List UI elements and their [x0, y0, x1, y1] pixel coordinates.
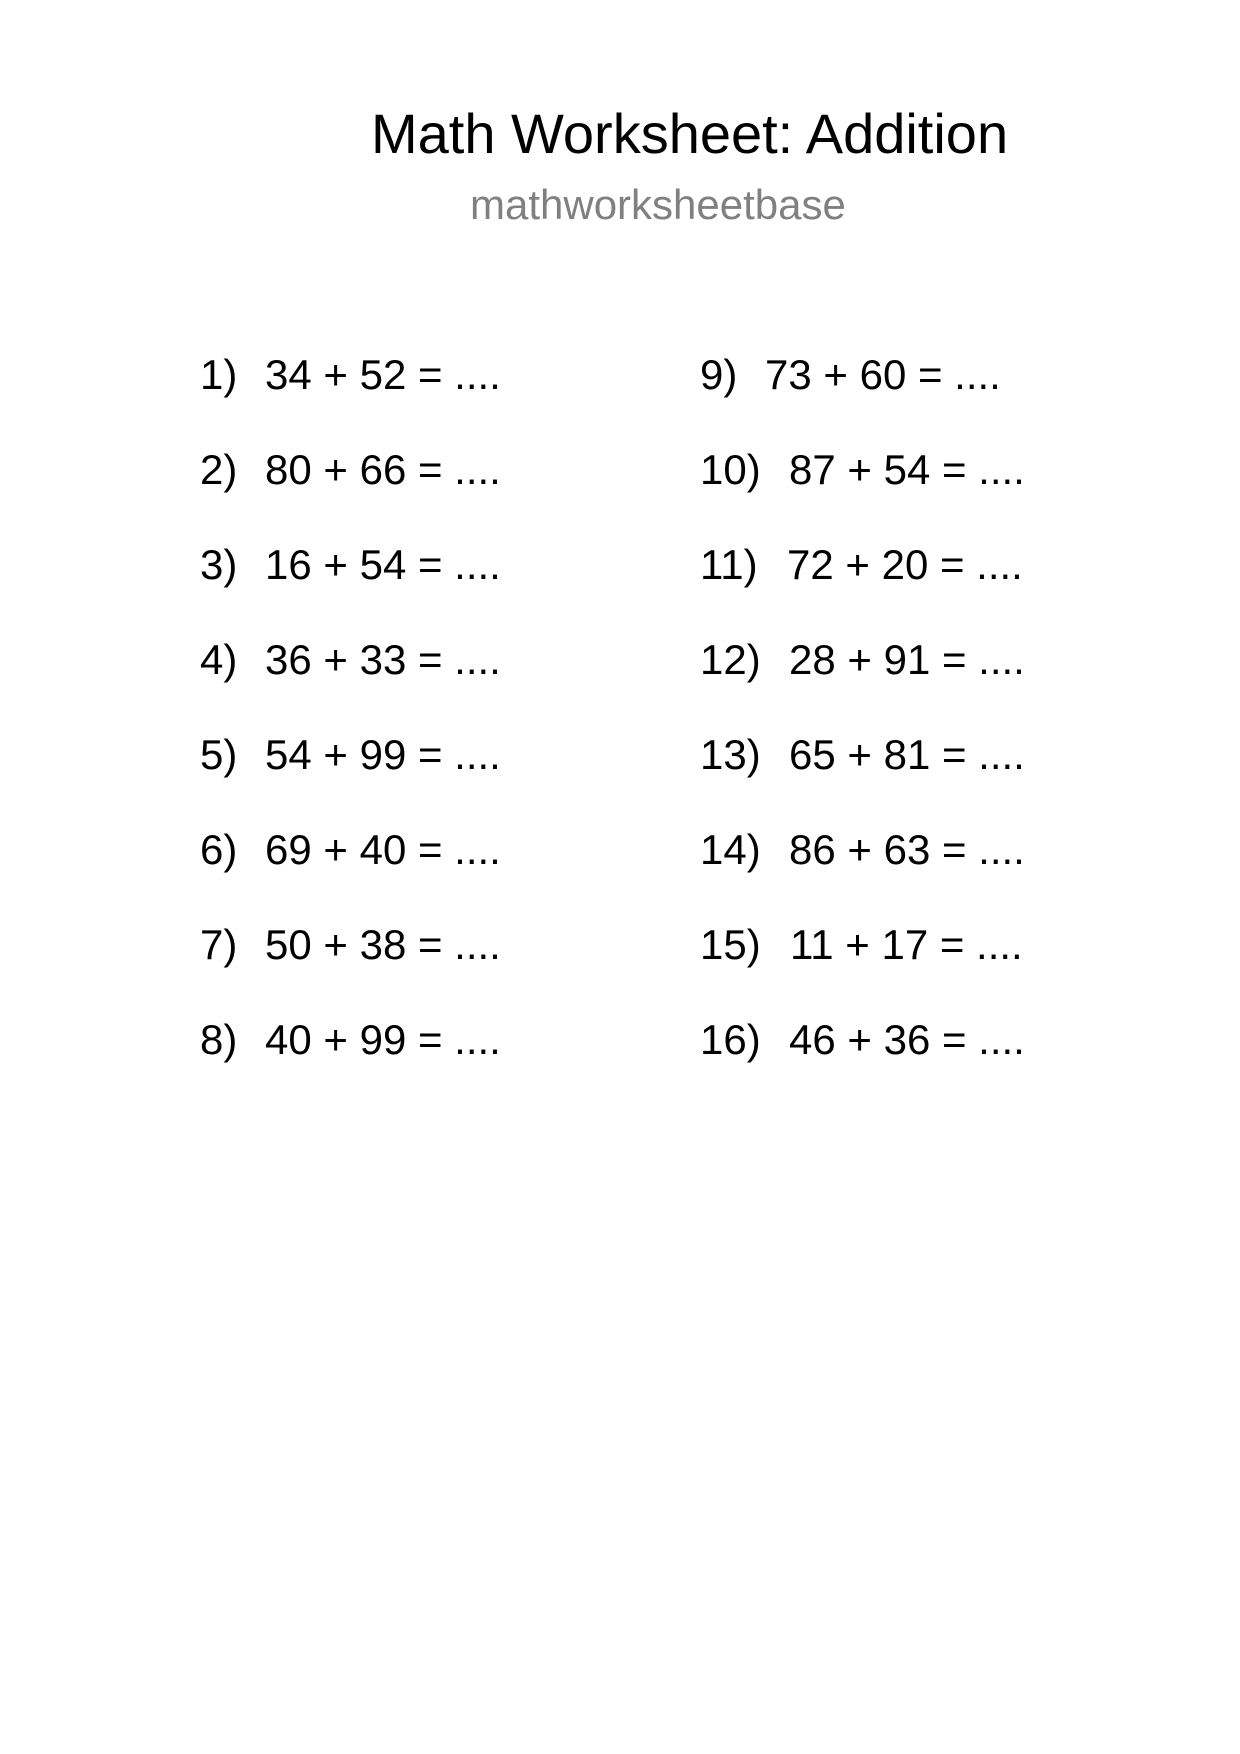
problem-item [200, 820, 501, 880]
problem-expression: 87 + 54 = .... [789, 446, 1025, 493]
problem-item [700, 345, 1001, 405]
problem-number: 6) [200, 826, 238, 873]
problem-expression: 46 + 36 = .... [789, 1016, 1025, 1063]
problem-expression: 80 + 66 = .... [265, 446, 501, 493]
problem-number: 7) [200, 921, 238, 968]
problem-number: 12) [700, 636, 761, 683]
problem-item [200, 630, 501, 690]
problem-item [700, 915, 1023, 975]
problem-expression: 65 + 81 = .... [789, 731, 1025, 778]
problem-number: 11) [700, 541, 758, 588]
problem-expression: 16 + 54 = .... [265, 541, 501, 588]
problem-number: 9) [700, 351, 738, 398]
problem-item [700, 535, 1023, 595]
problem-number: 13) [700, 731, 761, 778]
problem-expression: 72 + 20 = .... [787, 541, 1023, 588]
problem-expression: 40 + 99 = .... [265, 1016, 501, 1063]
problem-number: 14) [700, 826, 761, 873]
problem-number: 8) [200, 1016, 238, 1063]
problem-number: 10) [700, 446, 761, 493]
problem-item [200, 440, 501, 500]
problem-expression: 34 + 52 = .... [265, 351, 501, 398]
problem-item [700, 725, 1025, 785]
problem-item [700, 440, 1025, 500]
problem-expression: 11 + 17 = .... [790, 921, 1023, 968]
problem-expression: 69 + 40 = .... [265, 826, 501, 873]
problem-item [200, 345, 501, 405]
problem-item [200, 915, 501, 975]
page-subtitle: mathworksheetbase [470, 181, 846, 228]
problem-expression: 86 + 63 = .... [789, 826, 1025, 873]
problem-number: 15) [700, 921, 761, 968]
problem-item [200, 1010, 501, 1070]
problem-expression: 73 + 60 = .... [765, 351, 1001, 398]
problem-number: 1) [200, 351, 238, 398]
problem-number: 2) [200, 446, 238, 493]
problem-item [200, 725, 501, 785]
problem-number: 16) [700, 1016, 761, 1063]
page-title: Math Worksheet: Addition [371, 102, 1009, 165]
problem-item [700, 630, 1025, 690]
problem-item [700, 1010, 1025, 1070]
problem-expression: 50 + 38 = .... [265, 921, 501, 968]
problem-expression: 36 + 33 = .... [265, 636, 501, 683]
problem-number: 4) [200, 636, 238, 683]
problem-item [200, 535, 501, 595]
problem-number: 3) [200, 541, 238, 588]
problem-item [700, 820, 1025, 880]
problem-expression: 28 + 91 = .... [789, 636, 1025, 683]
problem-number: 5) [200, 731, 238, 778]
problem-expression: 54 + 99 = .... [265, 731, 501, 778]
